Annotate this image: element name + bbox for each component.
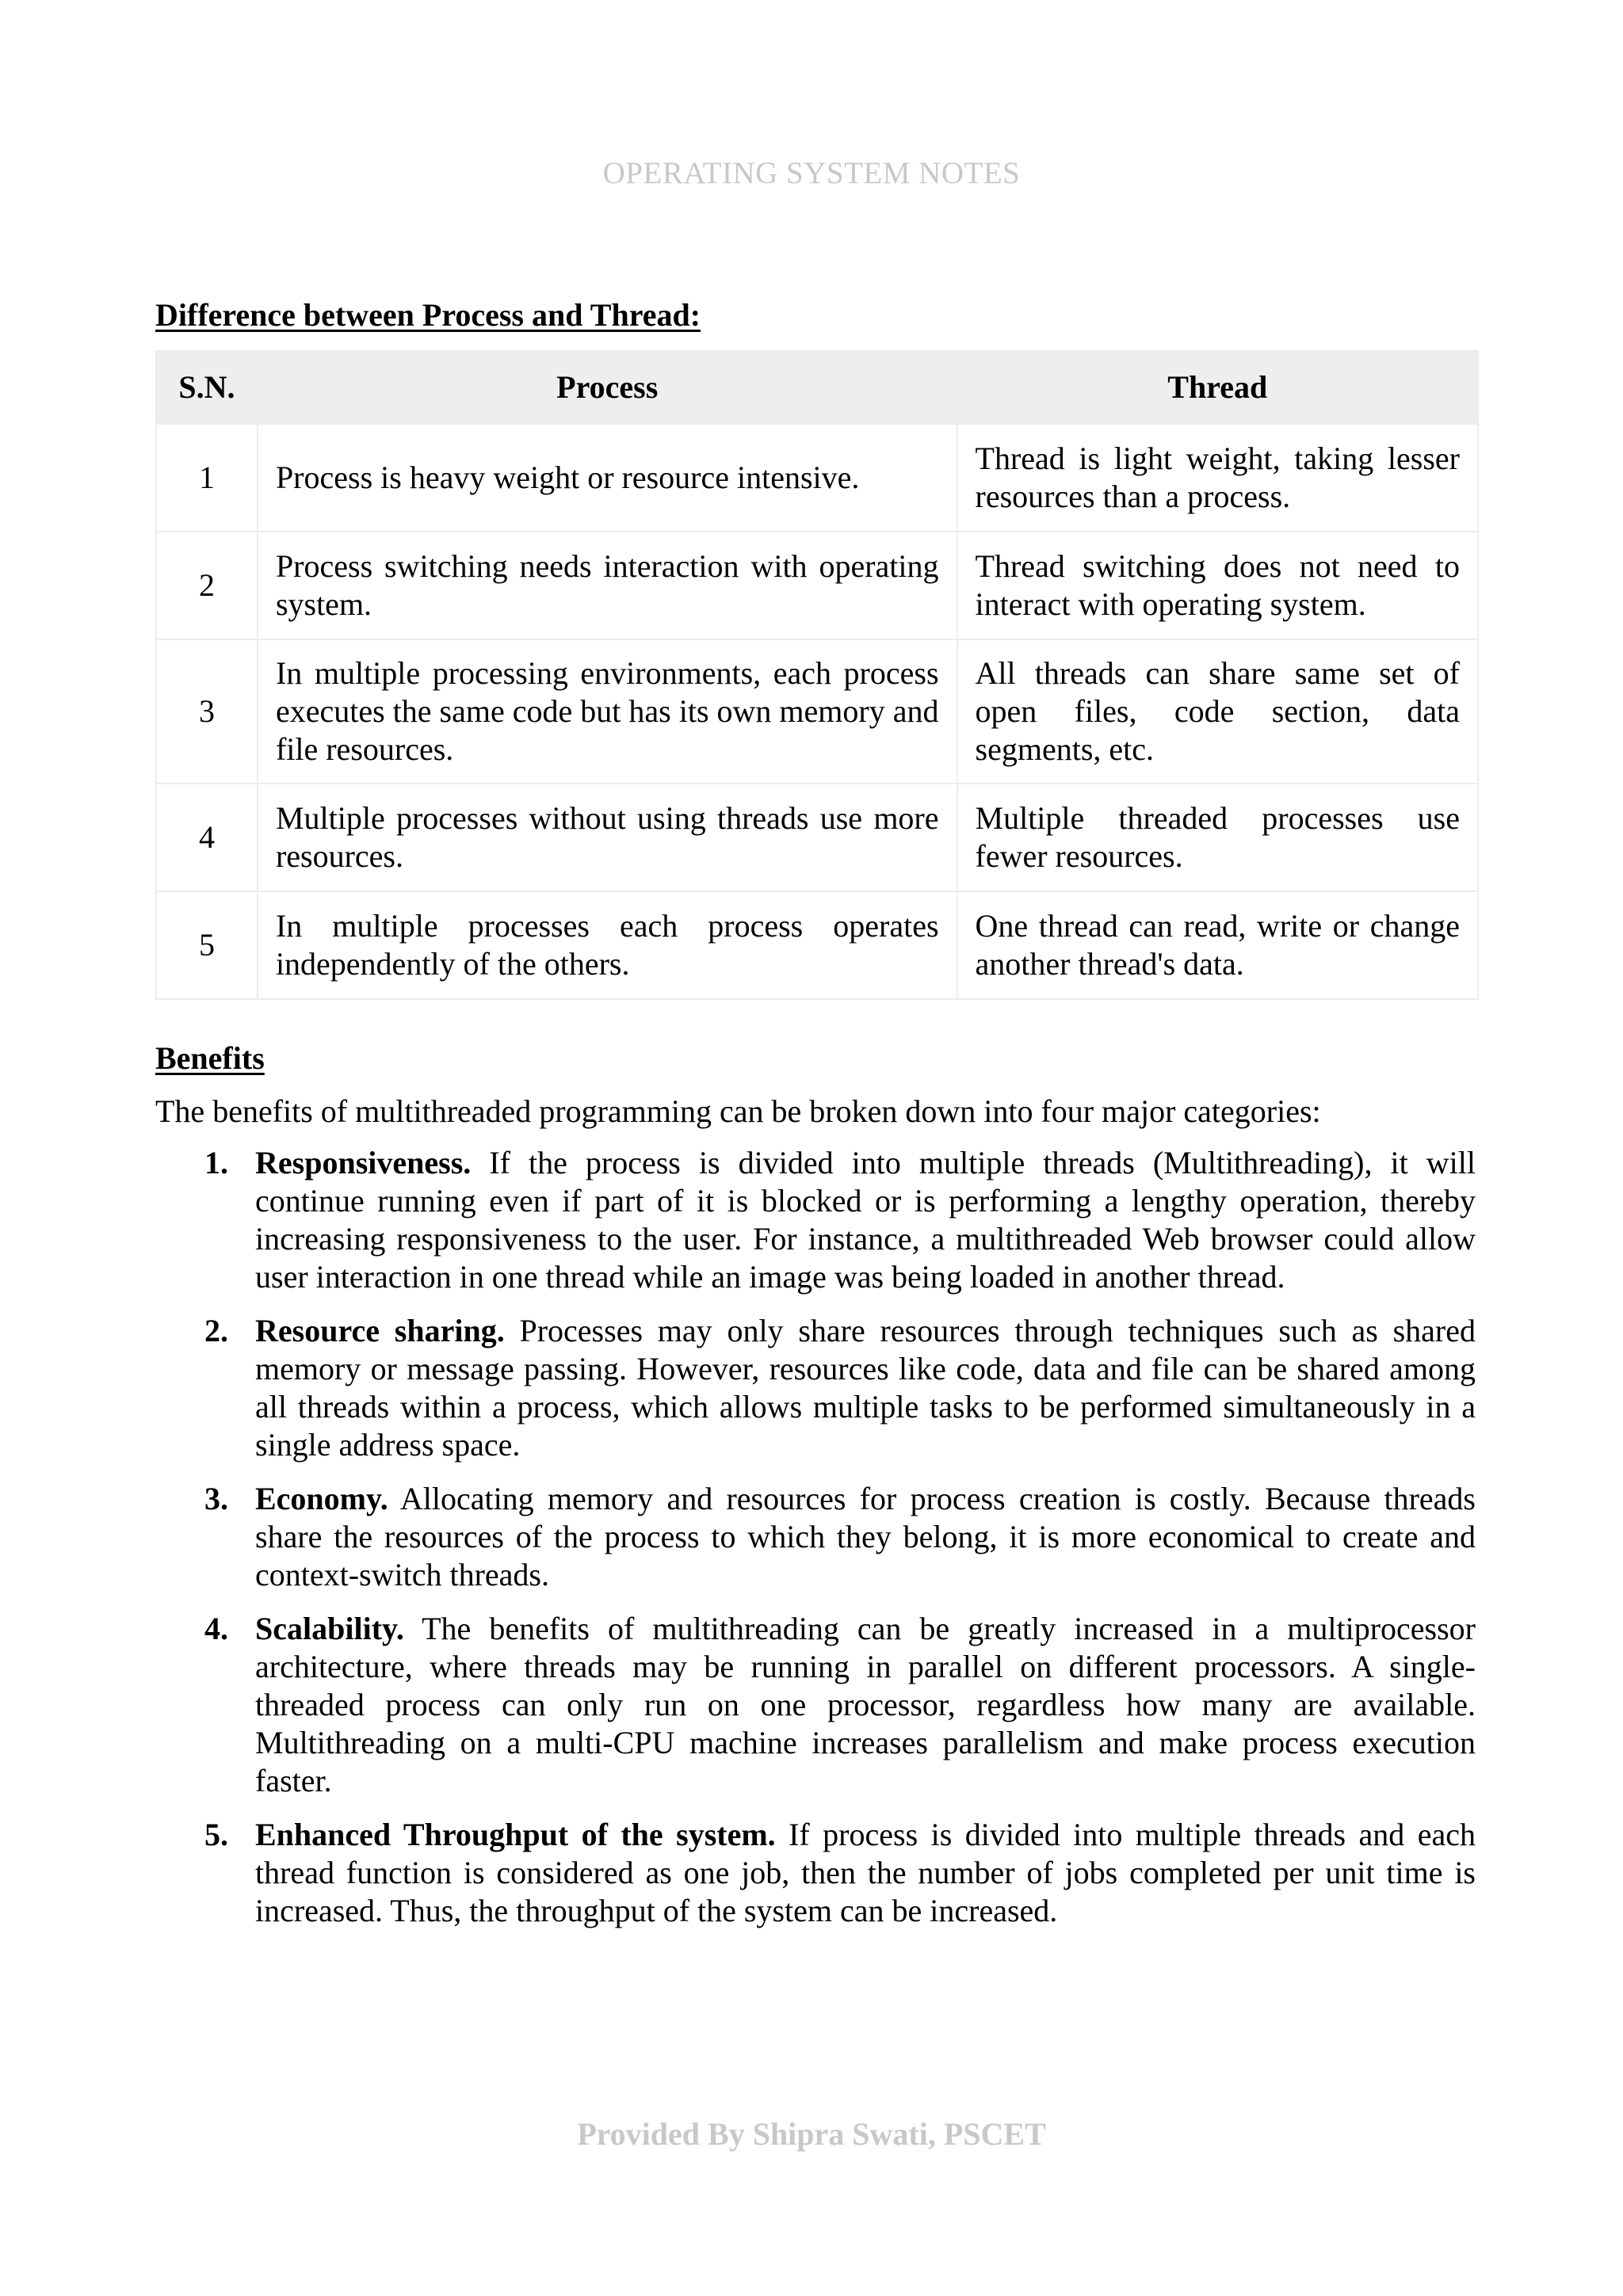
list-item (155, 1610, 1476, 1800)
row-process: In multiple processing environments, each process executes the same code but has its own memory and file resources. (258, 639, 957, 784)
comparison-table (155, 350, 1479, 1000)
list-item (155, 1144, 1476, 1296)
list-item-number: 4. (204, 1611, 228, 1646)
row-sn: 2 (156, 532, 258, 639)
table-row (156, 891, 1478, 999)
list-item-lead: Economy. (255, 1481, 388, 1516)
row-thread: Multiple threaded processes use fewer resources. (957, 784, 1478, 891)
difference-title: Difference between Process and Thread: (155, 297, 701, 333)
list-item-number: 2. (204, 1313, 228, 1348)
list-item-number: 3. (204, 1481, 228, 1516)
row-process: Multiple processes without using threads use more resources. (258, 784, 957, 891)
list-item (155, 1312, 1476, 1464)
row-sn: 5 (156, 891, 258, 999)
list-item-lead: Scalability. (255, 1611, 404, 1646)
list-item-lead: Enhanced Throughput of the system. (255, 1817, 776, 1852)
benefits-list (155, 1144, 1476, 1946)
list-item-text: The benefits of multithreading can be greatly increased in a multiprocessor architecture, where threads may be running in parallel on different processors. A single-threaded process can only run on one processor, regardless how many are available. Multithreading on a multi-CPU machine increases parallelism and make process execution faster. (255, 1611, 1476, 1798)
row-thread: All threads can share same set of open files, code section, data segments, etc. (957, 639, 1478, 784)
list-item-lead: Resource sharing. (255, 1313, 505, 1348)
row-sn: 4 (156, 784, 258, 891)
row-process: In multiple processes each process operates independently of the others. (258, 891, 957, 999)
row-thread: Thread switching does not need to interact with operating system. (957, 532, 1478, 639)
list-item-text: If the process is divided into multiple threads (Multithreading), it will continue running even if part of it is blocked or is performing a lengthy operation, thereby increasing responsiveness to the user. For instance, a multithreaded Web browser could allow user interaction in one thread while an image was being loaded in another thread. (255, 1145, 1476, 1295)
benefits-intro: The benefits of multithreaded programming can be broken down into four major categories: (155, 1093, 1321, 1129)
list-item-text: If process is divided into multiple threads and each thread function is considered as one job, then the number of jobs completed per unit time is increased. Thus, the throughput of the system can be increased. (255, 1817, 1476, 1928)
row-thread: Thread is light weight, taking lesser resources than a process. (957, 424, 1478, 532)
column-header-thread: Thread (957, 351, 1478, 424)
list-item-lead: Responsiveness. (255, 1145, 472, 1180)
page-footer: Provided By Shipra Swati, PSCET (577, 2116, 1046, 2152)
list-item-text: Allocating memory and resources for process creation is costly. Because threads share the resources of the process to which they belong, it is more economical to create and context-switch threads. (255, 1481, 1476, 1592)
benefits-title: Benefits (155, 1040, 265, 1076)
list-item-number: 5. (204, 1817, 228, 1852)
list-item (155, 1816, 1476, 1930)
page-header: OPERATING SYSTEM NOTES (602, 156, 1021, 190)
table-row (156, 424, 1478, 532)
row-thread: One thread can read, write or change another thread's data. (957, 891, 1478, 999)
table-row (156, 784, 1478, 891)
column-header-process: Process (258, 351, 957, 424)
list-item (155, 1480, 1476, 1594)
row-sn: 1 (156, 424, 258, 532)
row-process: Process switching needs interaction with operating system. (258, 532, 957, 639)
table-row (156, 639, 1478, 784)
list-item-text: Processes may only share resources through techniques such as shared memory or message passing. However, resources like code, data and file can be shared among all threads within a process, which allows multiple tasks to be performed simultaneously in a single address space. (255, 1313, 1476, 1463)
row-sn: 3 (156, 639, 258, 784)
list-item-number: 1. (204, 1145, 228, 1180)
table-header-row (156, 351, 1478, 424)
table-row (156, 532, 1478, 639)
row-process: Process is heavy weight or resource intensive. (258, 424, 957, 532)
column-header-sn: S.N. (156, 351, 258, 424)
